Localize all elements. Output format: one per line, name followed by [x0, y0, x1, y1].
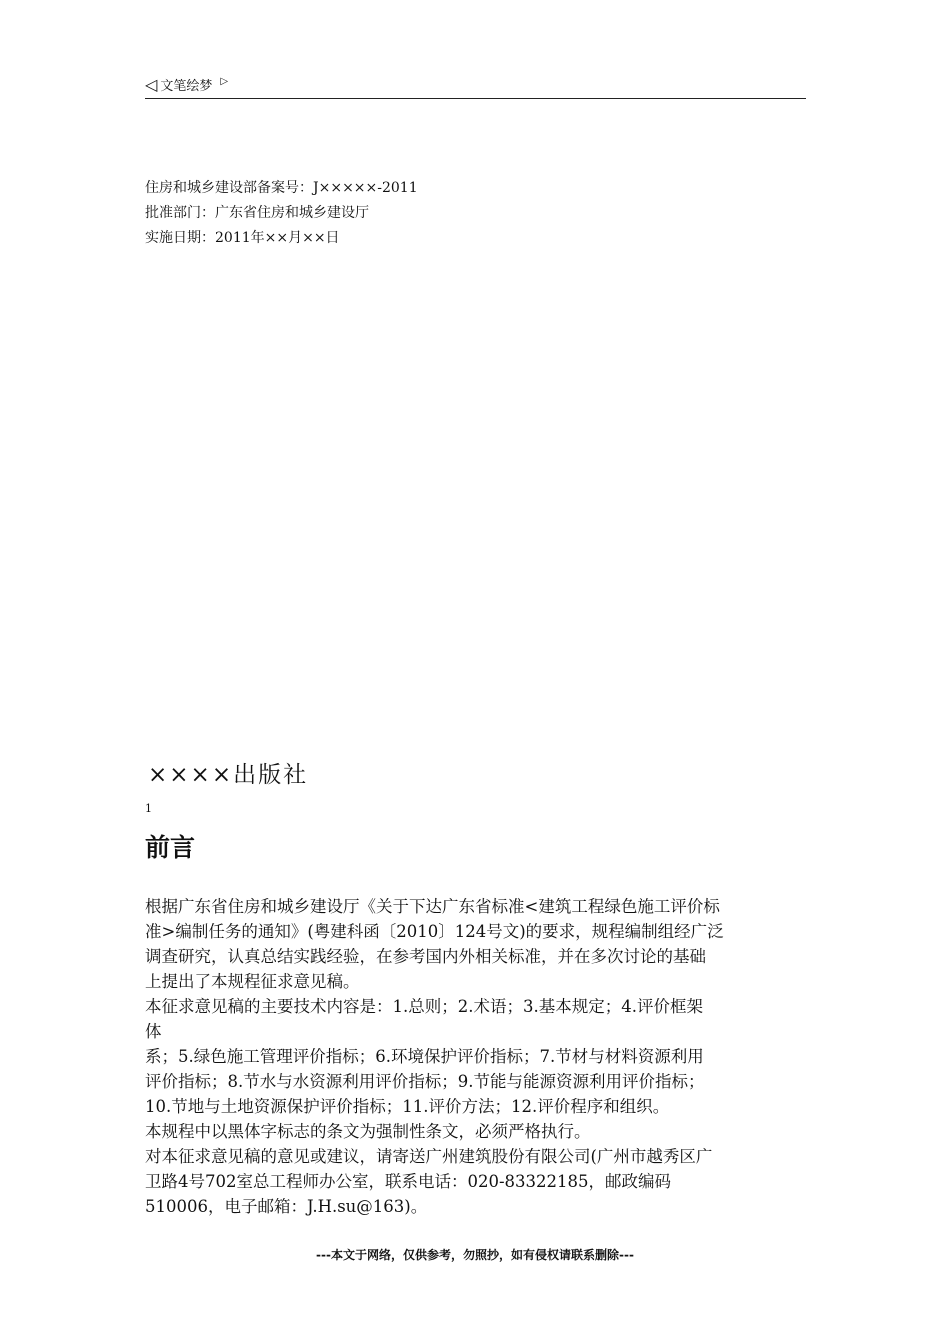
- page-number: 1: [145, 802, 152, 815]
- preface-line: 体: [145, 1022, 162, 1041]
- triangle-left-icon: ◁: [145, 74, 158, 94]
- preface-line: 510006，电子邮箱：J.H.su@163)。: [145, 1197, 428, 1216]
- triangle-right-icon: ▷: [220, 75, 229, 87]
- brand: [145, 75, 228, 94]
- preface-line: 准>编制任务的通知》(粤建科函〔2010〕124号文)的要求，规程编制组经广泛: [145, 922, 724, 941]
- document-meta: [145, 176, 418, 251]
- implementation-date: 实施日期：2011年××月××日: [145, 230, 340, 246]
- preface-line: 评价指标；8.节水与水资源利用评价指标；9.节能与能源资源利用评价指标；: [145, 1072, 705, 1091]
- publisher: ××××出版社: [148, 762, 309, 788]
- preface-line: 卫路4号702室总工程师办公室，联系电话：020-83322185，邮政编码: [145, 1172, 672, 1191]
- preface-line: 上提出了本规程征求意见稿。: [145, 972, 360, 991]
- disclaimer-footer: ---本文于网络，仅供参考，勿照抄，如有侵权请联系删除---: [316, 1248, 634, 1262]
- preface-line: 系；5.绿色施工管理评价指标；6.环境保护评价指标；7.节材与材料资源利用: [145, 1047, 704, 1066]
- preface-line: 根据广东省住房和城乡建设厅《关于下达广东省标准<建筑工程绿色施工评价标: [145, 897, 720, 916]
- preface-title: 前言: [145, 833, 196, 862]
- preface-body: [145, 894, 810, 1219]
- preface-line: 本规程中以黑体字标志的条文为强制性条文，必须严格执行。: [145, 1122, 591, 1141]
- preface-line: 本征求意见稿的主要技术内容是：1.总则；2.术语；3.基本规定；4.评价框架: [145, 997, 703, 1016]
- record-number: 住房和城乡建设部备案号：J×××××-2011: [145, 180, 418, 196]
- page-header: [145, 72, 806, 99]
- preface-line: 10.节地与土地资源保护评价指标；11.评价方法；12.评价程序和组织。: [145, 1097, 670, 1116]
- brand-label: 文笔绘梦: [160, 79, 213, 94]
- preface-line: 对本征求意见稿的意见或建议，请寄送广州建筑股份有限公司(广州市越秀区广: [145, 1147, 713, 1166]
- preface-line: 调查研究，认真总结实践经验，在参考国内外相关标准，并在多次讨论的基础: [145, 947, 706, 966]
- approval-department: 批准部门：广东省住房和城乡建设厅: [145, 205, 369, 221]
